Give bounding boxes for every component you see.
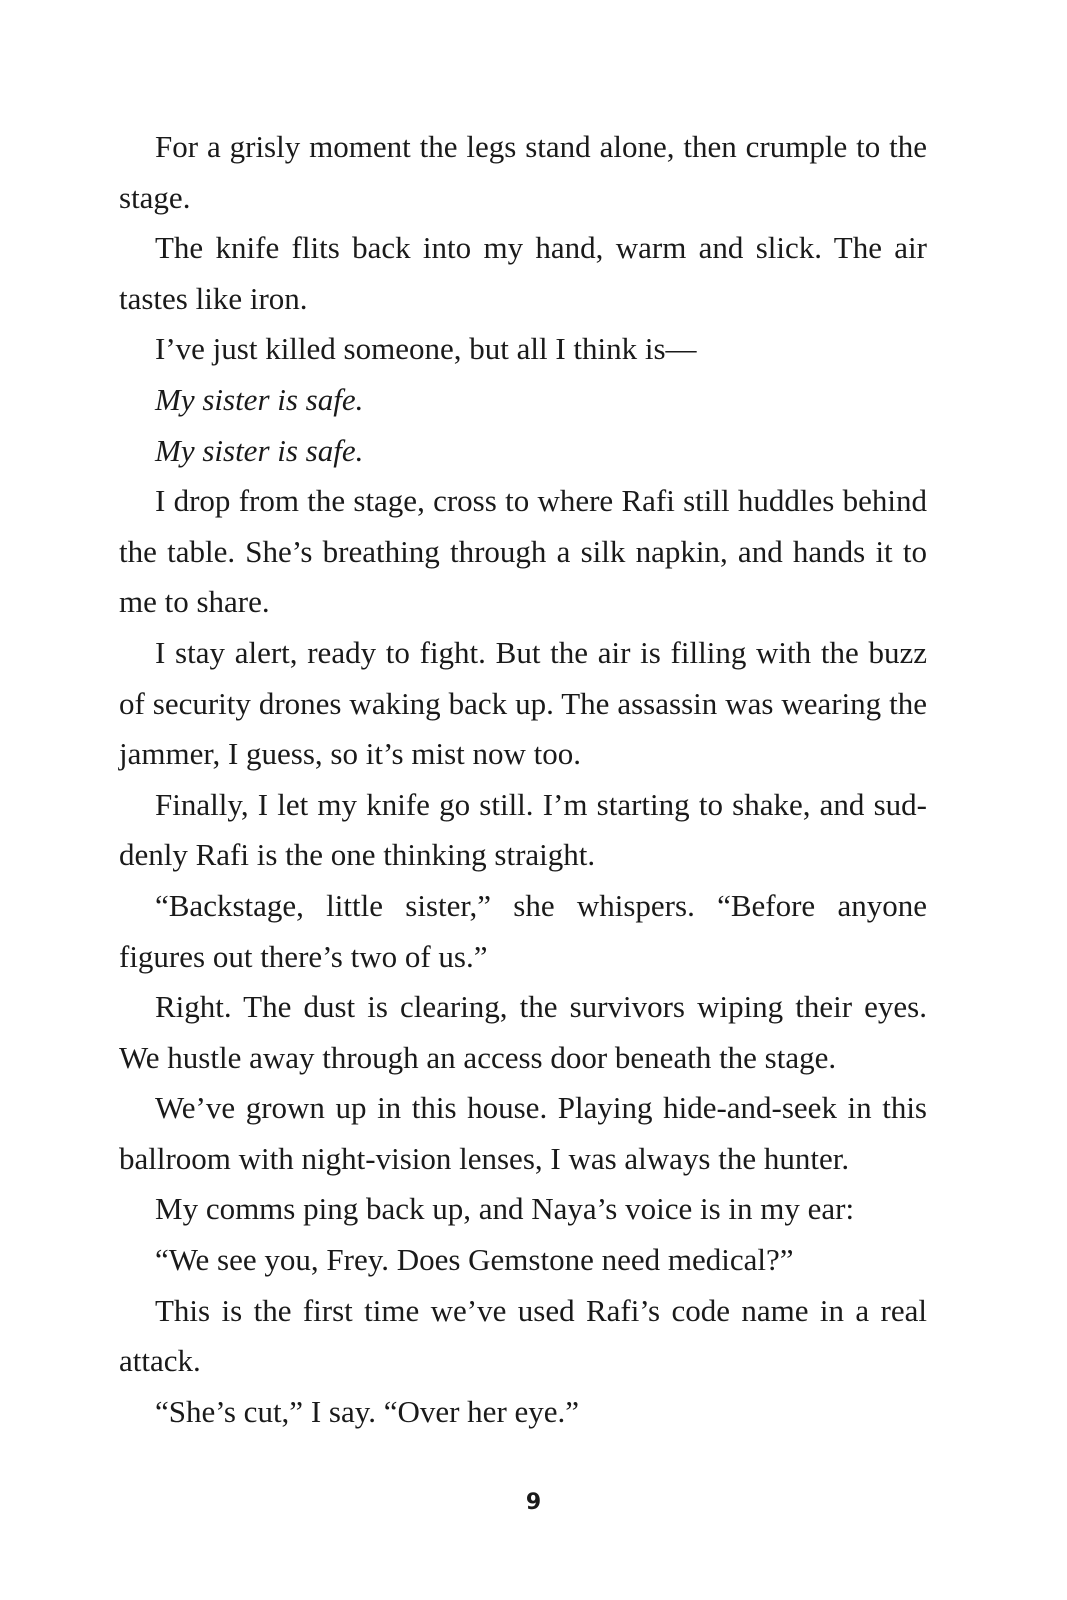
paragraph: This is the first time we’ve used Rafi’s code name in a real attack. bbox=[119, 1292, 927, 1379]
italic-paragraph: My sister is safe. bbox=[155, 432, 364, 468]
paragraph: For a grisly moment the legs stand alone, then crumple to the stage. bbox=[119, 129, 927, 215]
paragraph: I’ve just killed someone, but all I think is— bbox=[155, 331, 697, 367]
paragraph: “We see you, Frey. Does Gemstone need medical?” bbox=[155, 1242, 794, 1278]
italic-paragraph: My sister is safe. bbox=[155, 381, 364, 417]
paragraph: “Backstage, little sister,” she whispers. “Before anyone figures out there’s two of us.” bbox=[119, 887, 927, 974]
paragraph: I stay alert, ready to fight. But the air is filling with the buzz of security drones waking back up. The assassin was wearing the jammer, I guess, so it’s mist now too. bbox=[119, 634, 927, 772]
paragraph: Finally, I let my knife go still. I’m starting to shake, and suddenly Rafi is the one thinking straight. bbox=[119, 786, 927, 873]
paragraph: My comms ping back up, and Naya’s voice is in my ear: bbox=[155, 1191, 855, 1227]
paragraph: “She’s cut,” I say. “Over her eye.” bbox=[155, 1393, 580, 1429]
body-text bbox=[119, 122, 927, 1437]
paragraph: Right. The dust is clearing, the survivors wiping their eyes. We hustle away through an access door beneath the stage. bbox=[119, 989, 927, 1075]
paragraph: The knife flits back into my hand, warm and slick. The air tastes like iron. bbox=[119, 230, 927, 316]
page-number: 9 bbox=[525, 1490, 542, 1515]
paragraph: We’ve grown up in this house. Playing hide-and-seek in this ballroom with night-vision lenses, I was always the hunter. bbox=[119, 1090, 927, 1176]
paragraph: I drop from the stage, cross to where Rafi still huddles behind the table. She’s breathing through a silk napkin, and hands it to me to share. bbox=[119, 483, 927, 620]
